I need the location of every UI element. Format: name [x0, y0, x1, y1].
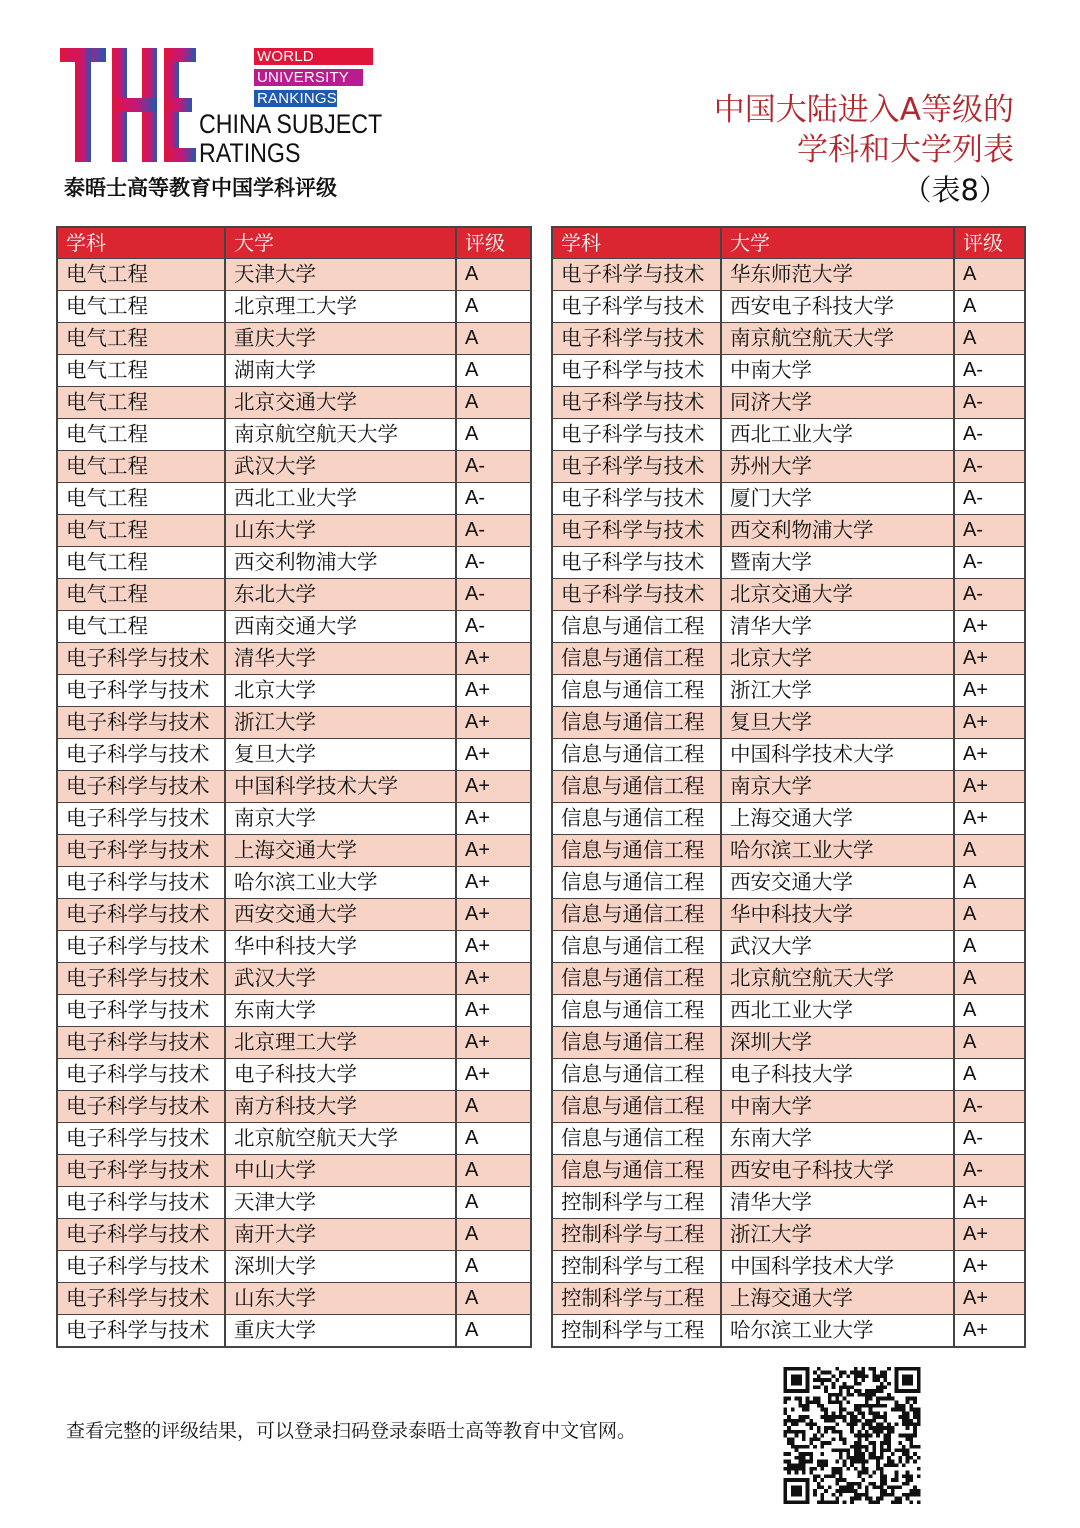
cell-subject: 电气工程: [58, 611, 226, 642]
cell-university: 哈尔滨工业大学: [722, 835, 955, 866]
cell-subject: 信息与通信工程: [553, 899, 722, 930]
table-row: [553, 1091, 1024, 1123]
page-title: [714, 90, 1014, 170]
cell-university: 电子科技大学: [722, 1059, 955, 1090]
table-row: [58, 355, 530, 387]
cell-grade: A: [963, 967, 977, 989]
cell-university: 西北工业大学: [722, 419, 955, 450]
cell-university: 北京大学: [722, 643, 955, 674]
cell-university: 山东大学: [226, 515, 457, 546]
cell-university: 山东大学: [226, 1283, 457, 1314]
table-row: [553, 1187, 1024, 1219]
cell-subject: 电气工程: [58, 547, 226, 578]
cell-subject: 电子科学与技术: [58, 899, 226, 930]
cell-subject: 电子科学与技术: [58, 771, 226, 802]
cell-grade: A: [963, 839, 977, 861]
cell-subject: 电气工程: [58, 323, 226, 354]
cell-grade: A+: [465, 967, 491, 989]
tag-world: WORLD: [254, 48, 373, 65]
cell-subject: 电子科学与技术: [553, 483, 722, 514]
cell-subject: 信息与通信工程: [553, 867, 722, 898]
table-row: [58, 899, 530, 931]
cell-university: 东南大学: [226, 995, 457, 1026]
header-subject: 学科: [553, 228, 722, 258]
table-row: [553, 739, 1024, 771]
cell-university: 南方科技大学: [226, 1091, 457, 1122]
rating-table-left: [56, 226, 532, 1348]
cell-grade: A: [465, 391, 479, 413]
cell-subject: 电气工程: [58, 259, 226, 290]
logo-wordmark: [199, 110, 382, 168]
cell-grade: A+: [963, 775, 989, 797]
cell-university: 上海交通大学: [226, 835, 457, 866]
cell-subject: 电子科学与技术: [553, 259, 722, 290]
cell-university: 清华大学: [226, 643, 457, 674]
cell-university: 苏州大学: [722, 451, 955, 482]
cell-subject: 电子科学与技术: [58, 867, 226, 898]
table-row: [58, 1155, 530, 1187]
table-row: [58, 643, 530, 675]
cell-grade: A: [963, 903, 977, 925]
table-row: [553, 291, 1024, 323]
cell-grade: A+: [963, 743, 989, 765]
cell-subject: 电子科学与技术: [58, 1251, 226, 1282]
cell-subject: 电子科学与技术: [553, 355, 722, 386]
cell-grade: A+: [465, 871, 491, 893]
cell-grade: A+: [465, 743, 491, 765]
table-row: [58, 995, 530, 1027]
cell-subject: 信息与通信工程: [553, 739, 722, 770]
cell-university: 浙江大学: [722, 1219, 955, 1250]
logo-line-ratings: RATINGS: [199, 138, 301, 168]
cell-grade: A: [465, 423, 479, 445]
cell-grade: A: [963, 1063, 977, 1085]
table-row: [553, 579, 1024, 611]
the-letters-logo: [58, 46, 198, 164]
header-subject: 学科: [58, 228, 226, 258]
cell-university: 华东师范大学: [722, 259, 955, 290]
cell-grade: A-: [465, 455, 485, 477]
cell-university: 浙江大学: [722, 675, 955, 706]
cell-subject: 控制科学与工程: [553, 1219, 722, 1250]
table-row: [58, 387, 530, 419]
table-row: [553, 931, 1024, 963]
table-row: [58, 547, 530, 579]
table-row: [553, 1123, 1024, 1155]
cell-subject: 信息与通信工程: [553, 1155, 722, 1186]
cell-university: 中国科学技术大学: [722, 1251, 955, 1282]
cell-university: 暨南大学: [722, 547, 955, 578]
cell-subject: 电子科学与技术: [553, 579, 722, 610]
cell-university: 南京航空航天大学: [722, 323, 955, 354]
cell-university: 西南交通大学: [226, 611, 457, 642]
cell-university: 武汉大学: [226, 963, 457, 994]
cell-subject: 控制科学与工程: [553, 1283, 722, 1314]
table-row: [58, 835, 530, 867]
cell-subject: 电气工程: [58, 451, 226, 482]
cell-grade: A-: [963, 487, 983, 509]
cell-grade: A: [465, 1287, 479, 1309]
cell-university: 北京交通大学: [722, 579, 955, 610]
table-row: [58, 803, 530, 835]
table-row: [553, 515, 1024, 547]
cell-subject: 电子科学与技术: [58, 1027, 226, 1058]
table-row: [58, 1059, 530, 1091]
cell-grade: A-: [963, 359, 983, 381]
cell-subject: 电子科学与技术: [58, 1091, 226, 1122]
cell-university: 东南大学: [722, 1123, 955, 1154]
cell-university: 西安交通大学: [226, 899, 457, 930]
table-row: [553, 547, 1024, 579]
header-university: 大学: [226, 228, 457, 258]
logo-subtitle: 泰晤士高等教育中国学科评级: [64, 176, 337, 200]
cell-university: 浙江大学: [226, 707, 457, 738]
cell-subject: 信息与通信工程: [553, 1059, 722, 1090]
cell-grade: A+: [963, 711, 989, 733]
cell-subject: 信息与通信工程: [553, 1091, 722, 1122]
cell-grade: A+: [465, 807, 491, 829]
table-row: [58, 483, 530, 515]
cell-university: 西安电子科技大学: [722, 1155, 955, 1186]
cell-grade: A-: [963, 1095, 983, 1117]
cell-subject: 信息与通信工程: [553, 643, 722, 674]
table-row: [553, 1059, 1024, 1091]
cell-grade: A+: [465, 935, 491, 957]
cell-grade: A+: [465, 679, 491, 701]
cell-grade: A: [465, 295, 479, 317]
cell-grade: A: [465, 1191, 479, 1213]
cell-grade: A+: [465, 1063, 491, 1085]
header-university: 大学: [722, 228, 955, 258]
table-row: [58, 1187, 530, 1219]
table-row: [553, 483, 1024, 515]
cell-grade: A+: [963, 1319, 989, 1341]
table-row: [553, 1315, 1024, 1346]
cell-subject: 电气工程: [58, 355, 226, 386]
cell-subject: 电子科学与技术: [58, 803, 226, 834]
cell-grade: A-: [963, 391, 983, 413]
cell-subject: 电气工程: [58, 291, 226, 322]
cell-university: 清华大学: [722, 1187, 955, 1218]
cell-grade: A+: [963, 1191, 989, 1213]
table-row: [553, 1251, 1024, 1283]
cell-subject: 信息与通信工程: [553, 1027, 722, 1058]
cell-grade: A: [963, 295, 977, 317]
cell-grade: A-: [963, 583, 983, 605]
cell-grade: A+: [963, 679, 989, 701]
table-row: [553, 643, 1024, 675]
cell-university: 武汉大学: [722, 931, 955, 962]
cell-grade: A: [465, 1095, 479, 1117]
table-row: [58, 611, 530, 643]
cell-subject: 电子科学与技术: [553, 515, 722, 546]
table-row: [553, 419, 1024, 451]
qr-code-image[interactable]: [778, 1367, 926, 1504]
cell-university: 西交利物浦大学: [722, 515, 955, 546]
cell-grade: A-: [465, 519, 485, 541]
cell-grade: A+: [465, 999, 491, 1021]
cell-subject: 电子科学与技术: [58, 1315, 226, 1346]
cell-grade: A: [465, 1127, 479, 1149]
cell-subject: 电子科学与技术: [58, 1155, 226, 1186]
table-row: [553, 675, 1024, 707]
cell-grade: A-: [465, 615, 485, 637]
cell-subject: 电子科学与技术: [553, 291, 722, 322]
cell-subject: 电子科学与技术: [58, 931, 226, 962]
cell-subject: 电子科学与技术: [553, 419, 722, 450]
cell-grade: A+: [963, 807, 989, 829]
table-row: [553, 1283, 1024, 1315]
cell-university: 深圳大学: [722, 1027, 955, 1058]
cell-subject: 电子科学与技术: [553, 387, 722, 418]
cell-grade: A+: [963, 1287, 989, 1309]
cell-subject: 信息与通信工程: [553, 963, 722, 994]
cell-grade: A-: [465, 487, 485, 509]
cell-university: 重庆大学: [226, 1315, 457, 1346]
table-header: [58, 228, 530, 259]
cell-university: 南开大学: [226, 1219, 457, 1250]
cell-subject: 电子科学与技术: [553, 323, 722, 354]
table-row: [58, 963, 530, 995]
table-row: [553, 899, 1024, 931]
cell-subject: 电气工程: [58, 419, 226, 450]
cell-university: 北京理工大学: [226, 1027, 457, 1058]
cell-subject: 信息与通信工程: [553, 675, 722, 706]
cell-grade: A: [963, 871, 977, 893]
cell-subject: 电气工程: [58, 515, 226, 546]
cell-university: 重庆大学: [226, 323, 457, 354]
table-row: [58, 579, 530, 611]
cell-grade: A+: [963, 647, 989, 669]
cell-grade: A: [465, 1159, 479, 1181]
table-row: [553, 867, 1024, 899]
cell-subject: 控制科学与工程: [553, 1251, 722, 1282]
cell-university: 西交利物浦大学: [226, 547, 457, 578]
cell-university: 清华大学: [722, 611, 955, 642]
cell-university: 复旦大学: [722, 707, 955, 738]
cell-subject: 电子科学与技术: [58, 675, 226, 706]
cell-grade: A+: [963, 1223, 989, 1245]
cell-subject: 电子科学与技术: [58, 995, 226, 1026]
cell-university: 北京航空航天大学: [722, 963, 955, 994]
cell-university: 西北工业大学: [722, 995, 955, 1026]
cell-grade: A: [963, 935, 977, 957]
cell-university: 华中科技大学: [226, 931, 457, 962]
table-row: [58, 1123, 530, 1155]
cell-grade: A: [963, 263, 977, 285]
cell-university: 中山大学: [226, 1155, 457, 1186]
table-row: [58, 259, 530, 291]
cell-grade: A-: [963, 1159, 983, 1181]
tag-rankings: RANKINGS: [254, 90, 337, 107]
table-number: （表8）: [902, 173, 1008, 207]
cell-university: 天津大学: [226, 259, 457, 290]
table-row: [58, 1219, 530, 1251]
table-row: [58, 1315, 530, 1346]
cell-subject: 电子科学与技术: [58, 963, 226, 994]
cell-subject: 电子科学与技术: [58, 1123, 226, 1154]
table-row: [58, 1283, 530, 1315]
cell-university: 华中科技大学: [722, 899, 955, 930]
logo-line-china-subject: CHINA SUBJECT: [199, 109, 383, 139]
cell-subject: 信息与通信工程: [553, 995, 722, 1026]
table-row: [553, 387, 1024, 419]
table-row: [553, 323, 1024, 355]
cell-grade: A: [465, 1255, 479, 1277]
cell-university: 中南大学: [722, 355, 955, 386]
table-row: [553, 771, 1024, 803]
header-grade: 评级: [465, 231, 505, 255]
table-row: [58, 707, 530, 739]
cell-university: 上海交通大学: [722, 803, 955, 834]
cell-subject: 电气工程: [58, 579, 226, 610]
cell-grade: A-: [963, 423, 983, 445]
cell-university: 西北工业大学: [226, 483, 457, 514]
table-row: [58, 739, 530, 771]
cell-grade: A+: [465, 1031, 491, 1053]
cell-subject: 电子科学与技术: [58, 1283, 226, 1314]
cell-grade: A: [465, 359, 479, 381]
cell-grade: A: [465, 263, 479, 285]
cell-subject: 电子科学与技术: [58, 707, 226, 738]
cell-subject: 信息与通信工程: [553, 803, 722, 834]
table-row: [553, 835, 1024, 867]
table-row: [553, 707, 1024, 739]
cell-grade: A: [465, 1223, 479, 1245]
table-row: [58, 419, 530, 451]
header-grade: 评级: [963, 231, 1003, 255]
cell-university: 厦门大学: [722, 483, 955, 514]
table-row: [553, 1155, 1024, 1187]
footer-note: 查看完整的评级结果，可以登录扫码登录泰晤士高等教育中文官网。: [66, 1420, 637, 1442]
title-line-1: 中国大陆进入A等级的: [713, 92, 1014, 128]
table-row: [58, 1251, 530, 1283]
cell-subject: 信息与通信工程: [553, 931, 722, 962]
cell-university: 西安电子科技大学: [722, 291, 955, 322]
cell-grade: A: [963, 999, 977, 1021]
cell-grade: A-: [963, 551, 983, 573]
cell-grade: A-: [465, 583, 485, 605]
cell-university: 南京航空航天大学: [226, 419, 457, 450]
cell-subject: 信息与通信工程: [553, 1123, 722, 1154]
cell-subject: 电子科学与技术: [58, 835, 226, 866]
cell-university: 北京理工大学: [226, 291, 457, 322]
cell-university: 哈尔滨工业大学: [722, 1315, 955, 1346]
cell-subject: 电子科学与技术: [553, 451, 722, 482]
cell-grade: A+: [963, 615, 989, 637]
table-row: [58, 323, 530, 355]
table-row: [58, 931, 530, 963]
cell-grade: A: [465, 327, 479, 349]
cell-grade: A-: [963, 455, 983, 477]
table-row: [58, 451, 530, 483]
cell-grade: A+: [465, 711, 491, 733]
cell-university: 北京交通大学: [226, 387, 457, 418]
cell-university: 电子科技大学: [226, 1059, 457, 1090]
table-row: [553, 1027, 1024, 1059]
cell-grade: A+: [465, 775, 491, 797]
table-row: [553, 355, 1024, 387]
cell-subject: 电气工程: [58, 483, 226, 514]
table-row: [553, 451, 1024, 483]
cell-subject: 电子科学与技术: [58, 1219, 226, 1250]
cell-grade: A: [963, 1031, 977, 1053]
cell-grade: A+: [465, 903, 491, 925]
cell-subject: 信息与通信工程: [553, 611, 722, 642]
table-header: [553, 228, 1024, 259]
cell-university: 湖南大学: [226, 355, 457, 386]
cell-university: 北京航空航天大学: [226, 1123, 457, 1154]
cell-subject: 电子科学与技术: [58, 1187, 226, 1218]
cell-university: 中国科学技术大学: [226, 771, 457, 802]
cell-subject: 电子科学与技术: [58, 739, 226, 770]
cell-university: 西安交通大学: [722, 867, 955, 898]
cell-university: 南京大学: [226, 803, 457, 834]
cell-university: 天津大学: [226, 1187, 457, 1218]
cell-grade: A-: [963, 1127, 983, 1149]
cell-university: 北京大学: [226, 675, 457, 706]
cell-subject: 电子科学与技术: [58, 1059, 226, 1090]
cell-subject: 电气工程: [58, 387, 226, 418]
cell-subject: 信息与通信工程: [553, 707, 722, 738]
table-row: [553, 803, 1024, 835]
cell-subject: 信息与通信工程: [553, 771, 722, 802]
table-row: [553, 259, 1024, 291]
table-row: [553, 963, 1024, 995]
cell-university: 上海交通大学: [722, 1283, 955, 1314]
cell-university: 哈尔滨工业大学: [226, 867, 457, 898]
cell-university: 复旦大学: [226, 739, 457, 770]
cell-grade: A+: [465, 647, 491, 669]
table-row: [58, 515, 530, 547]
table-row: [553, 995, 1024, 1027]
cell-grade: A+: [465, 839, 491, 861]
cell-subject: 电子科学与技术: [553, 547, 722, 578]
cell-subject: 信息与通信工程: [553, 835, 722, 866]
title-line-2: 学科和大学列表: [797, 132, 1014, 168]
table-row: [58, 867, 530, 899]
cell-university: 东北大学: [226, 579, 457, 610]
cell-university: 南京大学: [722, 771, 955, 802]
cell-university: 中南大学: [722, 1091, 955, 1122]
table-row: [553, 611, 1024, 643]
table-row: [58, 771, 530, 803]
cell-grade: A-: [963, 519, 983, 541]
cell-subject: 控制科学与工程: [553, 1315, 722, 1346]
cell-grade: A: [963, 327, 977, 349]
cell-grade: A+: [963, 1255, 989, 1277]
cell-grade: A: [465, 1319, 479, 1341]
cell-university: 同济大学: [722, 387, 955, 418]
cell-subject: 控制科学与工程: [553, 1187, 722, 1218]
table-row: [58, 291, 530, 323]
rating-table-right: [551, 226, 1026, 1348]
cell-university: 深圳大学: [226, 1251, 457, 1282]
cell-university: 武汉大学: [226, 451, 457, 482]
table-row: [553, 1219, 1024, 1251]
table-row: [58, 1027, 530, 1059]
table-row: [58, 1091, 530, 1123]
table-row: [58, 675, 530, 707]
tag-university: UNIVERSITY: [254, 69, 363, 86]
cell-grade: A-: [465, 551, 485, 573]
cell-university: 中国科学技术大学: [722, 739, 955, 770]
cell-subject: 电子科学与技术: [58, 643, 226, 674]
